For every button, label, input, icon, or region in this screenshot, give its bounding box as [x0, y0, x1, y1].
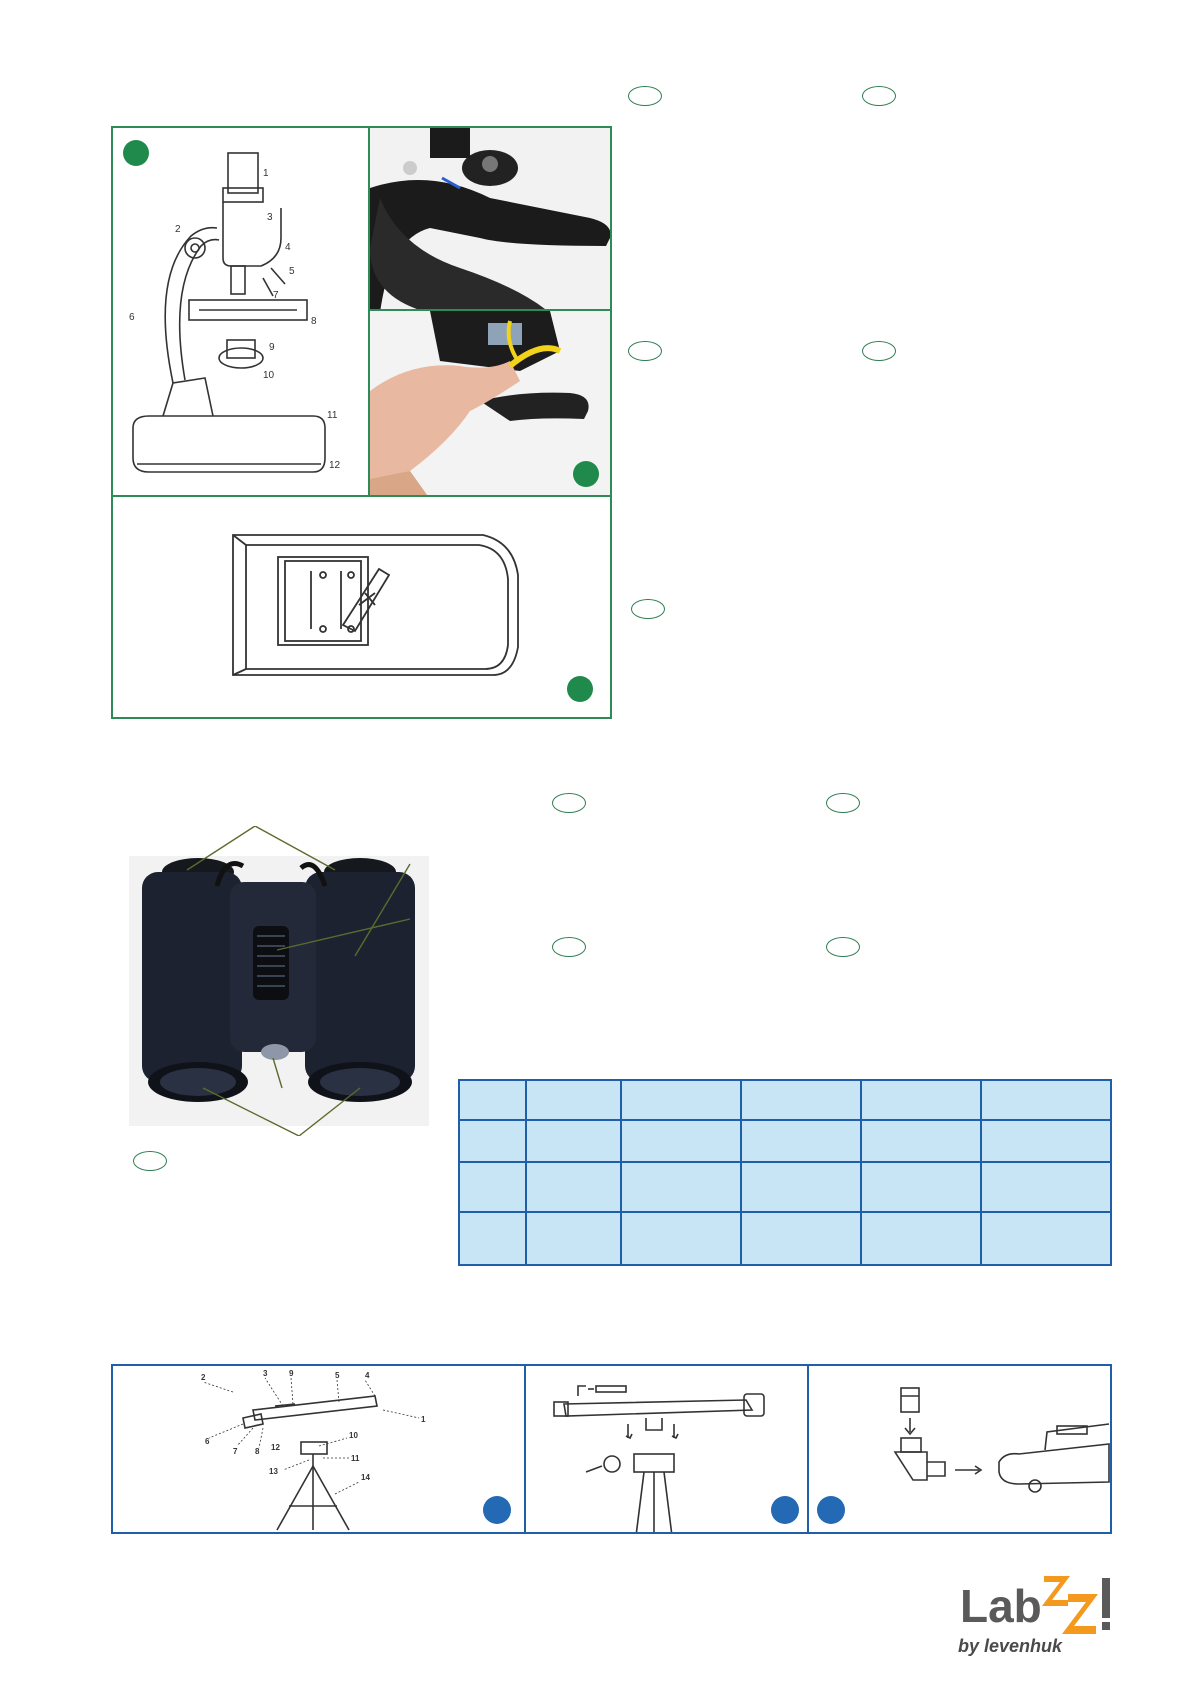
- part-number-label: 4: [365, 1371, 370, 1380]
- part-number-label: 13: [269, 1467, 278, 1476]
- figure-marker: [567, 676, 593, 702]
- section-marker: [552, 937, 586, 957]
- table-cell: [459, 1212, 526, 1265]
- figure-marker: [771, 1496, 799, 1524]
- table-cell: [459, 1080, 526, 1120]
- table-row: [459, 1162, 1111, 1212]
- figure-marker: [483, 1496, 511, 1524]
- specifications-table: [458, 1079, 1112, 1266]
- table-cell: [526, 1212, 621, 1265]
- section-marker: [133, 1151, 167, 1171]
- table-cell: [981, 1120, 1111, 1162]
- section-marker: [631, 599, 665, 619]
- table-cell: [621, 1162, 741, 1212]
- table-cell: [861, 1080, 981, 1120]
- part-number-label: 2: [201, 1373, 206, 1382]
- battery-diagram-panel: [111, 495, 612, 719]
- microscope-drawing: [113, 128, 370, 497]
- section-marker: [628, 86, 662, 106]
- labzz-logo: [958, 1560, 1113, 1665]
- table-cell: [621, 1212, 741, 1265]
- part-number-label: 14: [361, 1473, 370, 1482]
- base-photo-panel: [368, 126, 612, 311]
- part-number-label: 8: [255, 1447, 260, 1456]
- logo-tagline: by levenhuk: [958, 1636, 1063, 1656]
- table-cell: [621, 1080, 741, 1120]
- battery-compartment-drawing: [113, 497, 612, 719]
- table-cell: [981, 1162, 1111, 1212]
- hand-photo-panel: [368, 309, 612, 497]
- table-cell: [526, 1080, 621, 1120]
- part-number-label: 12: [271, 1443, 280, 1452]
- telescope-parts-panel: [111, 1364, 526, 1534]
- table-cell: [861, 1212, 981, 1265]
- telescope-parts-drawing: [113, 1366, 526, 1534]
- table-cell: [621, 1120, 741, 1162]
- table-cell: [459, 1162, 526, 1212]
- section-marker: [862, 341, 896, 361]
- part-number-label: 10: [263, 370, 275, 381]
- table-row: [459, 1080, 1111, 1120]
- part-number-label: 11: [327, 410, 338, 421]
- part-number-label: 3: [263, 1369, 268, 1378]
- part-number-label: 12: [329, 460, 341, 471]
- part-number-label: 10: [349, 1431, 358, 1440]
- figure-marker: [817, 1496, 845, 1524]
- table-cell: [741, 1162, 861, 1212]
- table-cell: [861, 1162, 981, 1212]
- table-cell: [526, 1120, 621, 1162]
- section-marker: [826, 793, 860, 813]
- part-number-label: 5: [289, 266, 295, 277]
- eyepiece-insertion-drawing: [809, 1366, 1112, 1534]
- part-number-label: 7: [273, 290, 279, 301]
- table-row: [459, 1120, 1111, 1162]
- part-number-label: 11: [351, 1454, 360, 1463]
- table-cell: [741, 1080, 861, 1120]
- binoculars-photo: [125, 826, 455, 1136]
- table-cell: [741, 1212, 861, 1265]
- part-number-label: 6: [205, 1437, 210, 1446]
- part-number-label: 4: [285, 242, 291, 253]
- table-row: [459, 1212, 1111, 1265]
- telescope-mount-panel: [524, 1364, 809, 1534]
- table-cell: [459, 1120, 526, 1162]
- part-number-label: 1: [263, 168, 269, 179]
- section-marker: [826, 937, 860, 957]
- part-number-label: 8: [311, 316, 317, 327]
- part-number-label: 3: [267, 212, 273, 223]
- table-cell: [981, 1080, 1111, 1120]
- microscope-base-photo: [370, 128, 612, 311]
- part-number-label: 1: [421, 1415, 426, 1424]
- table-cell: [741, 1120, 861, 1162]
- part-number-label: 7: [233, 1447, 238, 1456]
- microscope-diagram-panel: [111, 126, 370, 497]
- part-number-label: 5: [335, 1371, 340, 1380]
- telescope-mount-drawing: [526, 1366, 809, 1534]
- section-marker: [552, 793, 586, 813]
- table-cell: [526, 1162, 621, 1212]
- part-number-label: 9: [289, 1369, 294, 1378]
- part-number-label: 9: [269, 342, 275, 353]
- section-marker: [862, 86, 896, 106]
- figure-marker: [573, 461, 599, 487]
- table-cell: [861, 1120, 981, 1162]
- part-number-label: 2: [175, 224, 181, 235]
- telescope-eyepiece-panel: [807, 1364, 1112, 1534]
- table-cell: [981, 1212, 1111, 1265]
- part-number-label: 6: [129, 312, 135, 323]
- section-marker: [628, 341, 662, 361]
- figure-marker: [123, 140, 149, 166]
- svg-text:Lab: Lab: [960, 1580, 1042, 1632]
